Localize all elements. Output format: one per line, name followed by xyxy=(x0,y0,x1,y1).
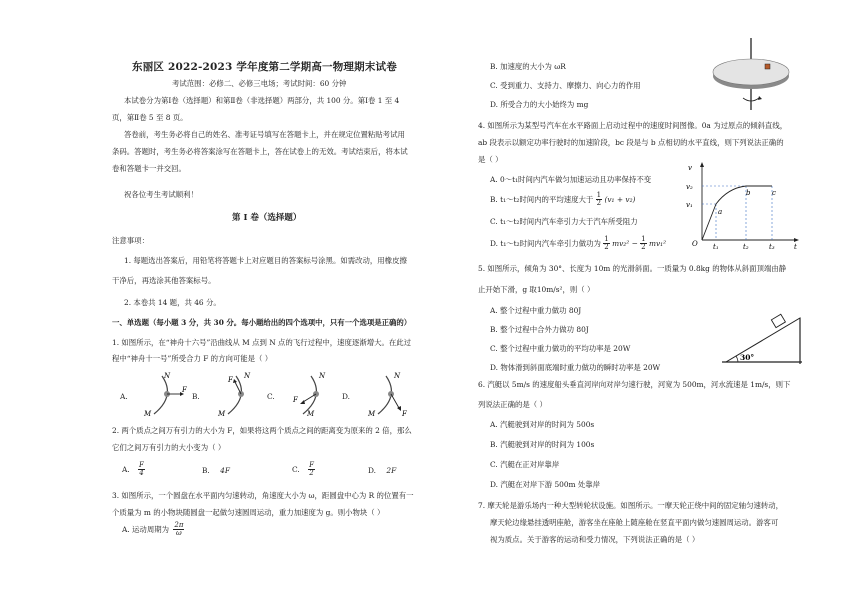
q4-option-a: A. 0～t₁时间内汽车做匀加速运动且功率保持不变 xyxy=(490,175,652,184)
t3-label: t₃ xyxy=(769,243,775,250)
q3-option-d: D. 所受合力的大小始终为 mg xyxy=(490,100,589,109)
fraction xyxy=(308,462,315,478)
t-label: t xyxy=(794,243,797,250)
intro-line: 条码。答题时，考生务必将答案涂写在答题卡上，答在试卷上的无效。考试结束后，将本试 xyxy=(112,147,408,156)
q2-option-d xyxy=(368,466,396,476)
q5-text: 止开始下滑，g 取10m/s²，则（ ） xyxy=(478,285,595,294)
q4-text: 4. 如图所示为某型号汽车在水平路面上启动过程中的速度时间图像。0a 为过原点的倾斜直线， xyxy=(478,121,788,130)
incline-figure xyxy=(720,300,804,370)
v1-label: v₁ xyxy=(686,201,693,209)
q5-text: 5. 如图所示，倾角为 30°、长度为 10m 的光滑斜面。一质量为 0.8kg 的物体从斜面顶端由静 xyxy=(478,264,787,273)
option-label: B. xyxy=(202,466,210,475)
option-label: C. xyxy=(267,392,275,401)
q5-option-a: A. 整个过程中重力做功 80J xyxy=(490,306,582,315)
q1-figures xyxy=(112,372,412,418)
q4-option-c: C. t₁～t₂时间内汽车牵引力大于汽车所受阻力 xyxy=(490,217,638,226)
v2-label: v₂ xyxy=(686,183,693,191)
q1-text: 程中“神舟十一号”所受合力 F 的方向可能是（ ） xyxy=(112,354,273,363)
numerator: F xyxy=(309,461,314,469)
denominator: 2 xyxy=(309,469,314,478)
label-m: M xyxy=(218,410,226,418)
label-m: M xyxy=(144,410,152,418)
t1-label: t₁ xyxy=(713,243,719,250)
q3-text: 个质量为 m 的小物块随圆盘一起做匀速圆周运动，重力加速度为 g。则小物块（ ） xyxy=(112,508,385,517)
q1-curve-d xyxy=(354,372,414,418)
label-f: F xyxy=(402,410,407,418)
part-title: 一、单选题（每小题 3 分，共 30 分。每小题给出的四个选项中，只有一个选项是正确的） xyxy=(112,318,412,327)
option-label: B. xyxy=(192,392,200,401)
option-text: mv₁² xyxy=(648,238,667,248)
q3-text: 3. 如图所示，一个圆盘在水平面内匀速转动，角速度大小为 ω，距圆盘中心为 R 的位置有一 xyxy=(112,491,414,500)
option-label: A. xyxy=(120,392,128,401)
exam-title: 东丽区 2022-2023 学年度第二学期高一物理期末试卷 xyxy=(132,61,397,73)
section-heading: 第 I 卷（选择题） xyxy=(232,213,302,223)
q4-text: 是（ ） xyxy=(478,155,503,164)
q6-option-d: D. 汽艇在对岸下游 500m 处靠岸 xyxy=(490,480,601,489)
q2-option-c xyxy=(292,462,315,478)
q5-option-b: B. 整个过程中合外力做功 80J xyxy=(490,325,589,334)
q1-text: 1. 如图所示，在“神舟十六号”沿曲线从 M 点到 N 点的飞行过程中，速度逐渐增大。在此过 xyxy=(112,338,412,347)
q1-curve-a xyxy=(130,372,190,418)
q2-text: 它们之间万有引力的大小变为（ ） xyxy=(112,443,226,452)
exam-scope: 考试范围：必修二、必修三电场；考试时间：60 分钟 xyxy=(172,79,347,88)
label-f: F xyxy=(228,376,233,384)
numerator: 1 xyxy=(641,235,646,243)
denominator: 2 xyxy=(596,199,602,208)
denominator: ω xyxy=(176,529,182,538)
option-value: 4F xyxy=(220,466,230,475)
notice-title: 注意事项： xyxy=(112,236,149,245)
origin-label: O xyxy=(692,240,698,248)
label-f: F xyxy=(293,396,298,404)
q5-option-c: C. 整个过程中重力做功的平均功率是 20W xyxy=(490,344,631,353)
option-text: B. t₁～t₂时间内的平均速度大于 xyxy=(490,194,594,204)
q2-option-a xyxy=(122,462,145,478)
option-text: mv₂² − xyxy=(612,238,638,248)
rotating-disk-figure xyxy=(710,38,792,110)
point-c-label: c xyxy=(772,189,776,197)
numerator: 1 xyxy=(596,191,602,199)
intro-line: 页，第Ⅱ卷 5 至 8 页。 xyxy=(112,113,188,122)
fraction xyxy=(603,236,609,252)
notice-line: 2. 本卷共 14 题，共 46 分。 xyxy=(124,298,221,307)
q4-option-b xyxy=(490,192,635,208)
numerator: F xyxy=(139,461,144,469)
denominator: 2 xyxy=(604,243,609,252)
q2-option-b xyxy=(202,466,230,476)
q6-option-a: A. 汽艇驶到对岸的时间为 500s xyxy=(490,420,595,429)
intro-line: 答卷前，考生务必将自己的姓名、准考证号填写在答题卡上，并在规定位置粘贴考试用 xyxy=(124,130,405,139)
q5-option-d: D. 物体滑到斜面底端时重力做功的瞬时功率是 20W xyxy=(490,363,661,372)
right-column xyxy=(478,0,830,592)
wish-text: 祝各位考生考试顺利！ xyxy=(124,190,198,199)
option-label: A. xyxy=(122,464,130,474)
q3-option-c: C. 受到重力、支持力、摩擦力、向心力的作用 xyxy=(490,81,641,90)
option-label: D. xyxy=(368,466,377,475)
option-text: D. t₁～t₂时间内汽车牵引力做功为 xyxy=(490,238,601,248)
intro-line: 卷和答题卡一并交回。 xyxy=(112,164,186,173)
q6-option-c: C. 汽艇在正对岸靠岸 xyxy=(490,460,560,469)
q6-text: 列说法正确的是（ ） xyxy=(478,400,547,409)
option-text: (v₁ + v₂) xyxy=(604,194,636,204)
fraction xyxy=(138,462,145,478)
q3-option-a xyxy=(122,522,184,538)
denominator: 2 xyxy=(641,243,646,252)
q2-text: 2. 两个质点之间万有引力的大小为 F，如果将这两个质点之间的距离变为原来的 2 倍，那么 xyxy=(112,426,412,435)
label-n: N xyxy=(394,372,401,380)
q6-text: 6. 汽艇以 5m/s 的速度船头垂直河岸向对岸匀速行驶，河宽为 500m，河水流速是 1m/s，则下 xyxy=(478,380,791,389)
notice-line: 干净后，再选涂其他答案标号。 xyxy=(112,276,216,285)
label-m: M xyxy=(368,410,376,418)
denominator: 4 xyxy=(139,469,144,478)
left-column xyxy=(112,0,414,592)
option-label: C. xyxy=(292,464,300,474)
fraction xyxy=(173,522,184,538)
t2-label: t₂ xyxy=(743,243,749,250)
option-text: A. 运动周期为 xyxy=(122,524,169,534)
label-n: N xyxy=(319,372,326,380)
q1-curve-b xyxy=(204,372,264,418)
vt-graph xyxy=(682,162,800,250)
point-b-label: b xyxy=(746,189,751,197)
label-n: N xyxy=(164,372,171,380)
fraction xyxy=(596,192,602,208)
label-m: M xyxy=(307,410,315,418)
q7-text: 7. 摩天轮是游乐场内一种大型转轮状设施。如图所示。一摩天轮正绕中间的固定轴匀速转动， xyxy=(478,501,784,510)
point-a-label: a xyxy=(718,208,723,216)
q4-option-d xyxy=(490,236,666,252)
label-f: F xyxy=(182,386,187,394)
fraction xyxy=(640,236,646,252)
q7-text: 摩天轮边缘悬挂透明座舱，游客坐在座舱上随座舱在竖直平面内做匀速圆周运动。游客可 xyxy=(490,518,779,527)
label-n: N xyxy=(244,372,251,380)
numerator: 2π xyxy=(174,521,184,529)
v-label: v xyxy=(688,164,692,172)
option-value: 2F xyxy=(386,466,397,475)
q3-option-b: B. 加速度的大小为 ωR xyxy=(490,62,566,71)
q4-text: ab 段表示以额定功率行驶时的加速阶段，bc 段是与 b 点相切的水平直线，则下列说法正确的 xyxy=(478,138,784,147)
q7-text: 视为质点。关于游客的运动和受力情况，下列说法正确的是（ ） xyxy=(490,535,700,544)
angle-label: 30° xyxy=(740,353,755,362)
numerator: 1 xyxy=(604,235,609,243)
q6-option-b: B. 汽艇驶到对岸的时间为 100s xyxy=(490,440,595,449)
intro-line: 本试卷分为第Ⅰ卷（选择题）和第Ⅱ卷（非选择题）两部分，共 100 分。第Ⅰ卷 1 至 4 xyxy=(124,96,400,105)
option-label: D. xyxy=(342,392,351,401)
q1-curve-c xyxy=(279,372,339,418)
notice-line: 1. 每题选出答案后，用铅笔将答题卡上对应题目的答案标号涂黑。如需改动，用橡皮擦 xyxy=(124,256,407,265)
